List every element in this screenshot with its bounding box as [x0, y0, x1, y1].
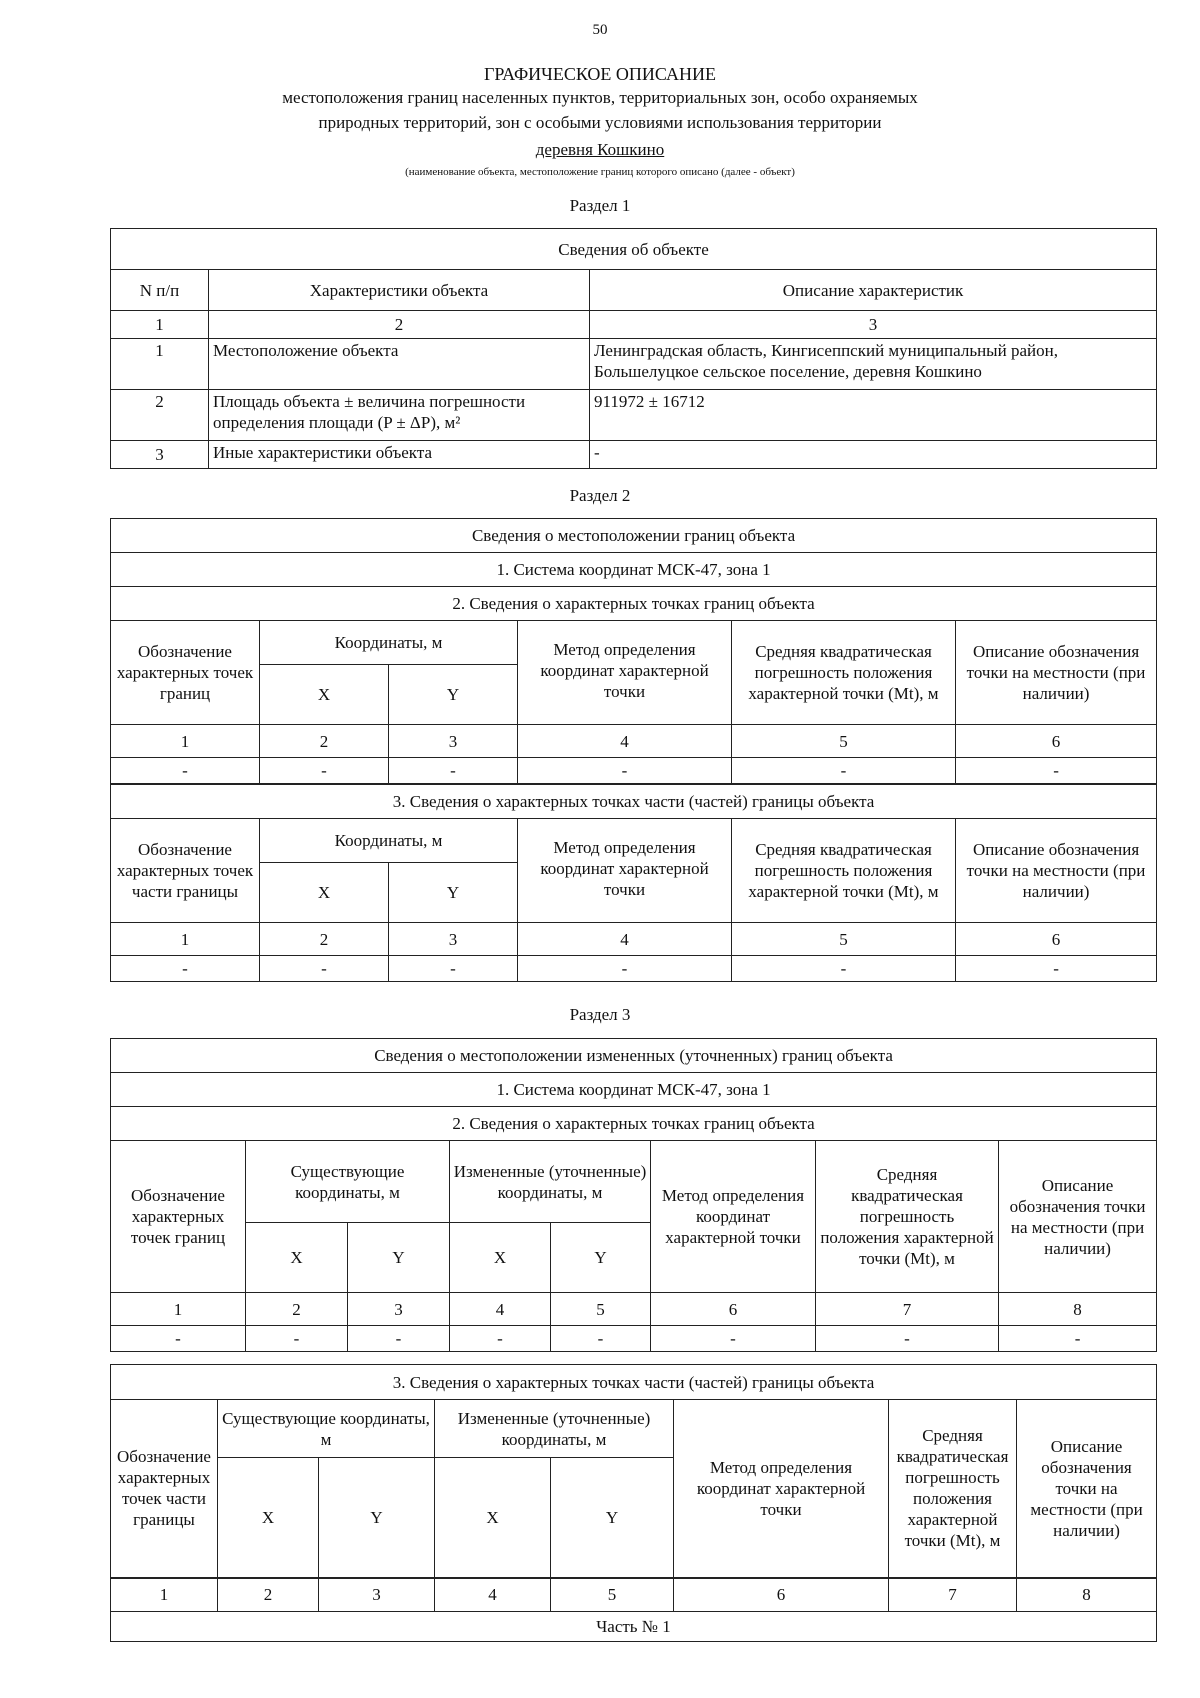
header-changed-coords: Измененные (уточненные) координаты, м — [450, 1141, 651, 1223]
col-number: 6 — [651, 1293, 816, 1326]
document-subtitle-line2: природных территорий, зон с особыми условиями использования территории — [318, 113, 882, 132]
header-points: Обозначение характерных точек границ — [111, 621, 260, 725]
col-number: 3 — [389, 725, 518, 758]
header-error: Средняя квадратическая погрешность положения характерной точки (Mt), м — [816, 1141, 999, 1293]
cell-empty: - — [651, 1326, 816, 1352]
cell-empty: - — [111, 758, 260, 784]
table-row — [111, 956, 1157, 982]
section3-table-title: Сведения о местоположении измененных (уточненных) границ объекта — [111, 1039, 1157, 1073]
col-number: 4 — [435, 1578, 551, 1612]
section2-table-title: Сведения о местоположении границ объекта — [111, 519, 1157, 553]
cell-empty: - — [246, 1326, 348, 1352]
section3-coord-system: 1. Система координат МСК-47, зона 1 — [111, 1073, 1157, 1107]
row-value: 911972 ± 16712 — [590, 390, 1157, 441]
table-row — [111, 441, 1157, 469]
header-y: Y — [551, 1458, 674, 1578]
col-number: 3 — [389, 923, 518, 956]
header-n: N п/п — [111, 270, 209, 311]
col-number: 1 — [111, 311, 209, 339]
header-points-part: Обозначение характерных точек части границы — [111, 1400, 218, 1578]
header-description: Описание обозначения точки на местности (при наличии) — [956, 621, 1157, 725]
header-changed-coords: Измененные (уточненные) координаты, м — [435, 1400, 674, 1458]
col-number: 5 — [551, 1293, 651, 1326]
col-number: 5 — [551, 1578, 674, 1612]
cell-empty: - — [999, 1326, 1157, 1352]
section2-sub3-title: 3. Сведения о характерных точках части (частей) границы объекта — [111, 784, 1157, 819]
col-number: 7 — [816, 1293, 999, 1326]
header-x: X — [260, 863, 389, 923]
section1-table — [110, 228, 1157, 469]
header-x: X — [450, 1223, 551, 1293]
table-row — [111, 390, 1157, 441]
header-characteristic: Характеристики объекта — [209, 270, 590, 311]
table-row — [111, 1326, 1157, 1352]
col-number: 4 — [450, 1293, 551, 1326]
section3-sub3-title: 3. Сведения о характерных точках части (частей) границы объекта — [111, 1365, 1157, 1400]
header-y: Y — [389, 863, 518, 923]
cell-empty: - — [260, 956, 389, 982]
header-x: X — [218, 1458, 319, 1578]
col-number: 6 — [956, 725, 1157, 758]
header-method: Метод определения координат характерной точки — [518, 621, 732, 725]
row-number: 1 — [111, 339, 209, 390]
table-row — [111, 758, 1157, 784]
section1-heading: Раздел 1 — [569, 196, 631, 215]
col-number: 8 — [999, 1293, 1157, 1326]
cell-empty: - — [450, 1326, 551, 1352]
document-title: ГРАФИЧЕСКОЕ ОПИСАНИЕ — [483, 64, 717, 84]
header-description: Описание обозначения точки на местности (при наличии) — [1017, 1400, 1157, 1578]
cell-empty: - — [956, 758, 1157, 784]
header-x: X — [435, 1458, 551, 1578]
header-description: Описание характеристик — [590, 270, 1157, 311]
header-description: Описание обозначения точки на местности (при наличии) — [999, 1141, 1157, 1293]
col-number: 1 — [111, 1578, 218, 1612]
header-error: Средняя квадратическая погрешность положения характерной точки (Mt), м — [732, 819, 956, 923]
cell-empty: - — [389, 758, 518, 784]
section3-heading: Раздел 3 — [569, 1005, 631, 1024]
col-number: 2 — [246, 1293, 348, 1326]
col-number: 2 — [218, 1578, 319, 1612]
section3-sub2-title: 2. Сведения о характерных точках границ объекта — [111, 1107, 1157, 1141]
header-y: Y — [389, 665, 518, 725]
header-y: Y — [551, 1223, 651, 1293]
col-number: 1 — [111, 923, 260, 956]
cell-empty: - — [956, 956, 1157, 982]
page-number: 50 — [592, 22, 608, 38]
col-number: 2 — [260, 725, 389, 758]
col-number: 2 — [260, 923, 389, 956]
col-number: 4 — [518, 923, 732, 956]
col-number: 2 — [209, 311, 590, 339]
row-characteristic: Иные характеристики объекта — [209, 441, 590, 469]
header-coords: Координаты, м — [260, 621, 518, 665]
row-value: - — [590, 441, 1157, 469]
cell-empty: - — [389, 956, 518, 982]
header-coords: Координаты, м — [260, 819, 518, 863]
cell-empty: - — [816, 1326, 999, 1352]
header-error: Средняя квадратическая погрешность положения характерной точки (Mt), м — [732, 621, 956, 725]
header-description: Описание обозначения точки на местности (при наличии) — [956, 819, 1157, 923]
cell-empty: - — [518, 758, 732, 784]
header-x: X — [246, 1223, 348, 1293]
col-number: 5 — [732, 923, 956, 956]
section2-heading: Раздел 2 — [569, 486, 631, 505]
header-points-part: Обозначение характерных точек части границы — [111, 819, 260, 923]
section3-parts-table — [110, 1364, 1157, 1642]
header-method: Метод определения координат характерной точки — [518, 819, 732, 923]
col-number: 1 — [111, 1293, 246, 1326]
header-x: X — [260, 665, 389, 725]
cell-empty: - — [348, 1326, 450, 1352]
cell-empty: - — [111, 1326, 246, 1352]
row-value: Ленинградская область, Кингисеппский муниципальный район, Большелуцкое сельское поселение, деревня Кошкино — [590, 339, 1157, 390]
section2-coord-system: 1. Система координат МСК-47, зона 1 — [111, 553, 1157, 587]
col-number: 6 — [674, 1578, 889, 1612]
header-y: Y — [319, 1458, 435, 1578]
header-y: Y — [348, 1223, 450, 1293]
section1-table-title: Сведения об объекте — [111, 229, 1157, 270]
object-name-text: деревня Кошкино — [535, 140, 665, 159]
col-number: 3 — [348, 1293, 450, 1326]
header-method: Метод определения координат характерной точки — [674, 1400, 889, 1578]
col-number: 5 — [732, 725, 956, 758]
cell-empty: - — [732, 758, 956, 784]
header-existing-coords: Существующие координаты, м — [246, 1141, 450, 1223]
object-name-note: (наименование объекта, местоположение границ которого описано (далее - объект) — [405, 166, 795, 178]
col-number: 8 — [1017, 1578, 1157, 1612]
col-number: 3 — [590, 311, 1157, 339]
col-number: 4 — [518, 725, 732, 758]
col-number: 6 — [956, 923, 1157, 956]
section2-table — [110, 518, 1157, 982]
row-number: 3 — [111, 441, 209, 469]
cell-empty: - — [111, 956, 260, 982]
cell-empty: - — [732, 956, 956, 982]
document-subtitle-line1: местоположения границ населенных пунктов, территориальных зон, особо охраняемых — [282, 88, 918, 107]
col-number: 1 — [111, 725, 260, 758]
part-label: Часть № 1 — [111, 1612, 1157, 1642]
row-number: 2 — [111, 390, 209, 441]
cell-empty: - — [518, 956, 732, 982]
cell-empty: - — [260, 758, 389, 784]
header-existing-coords: Существующие координаты, м — [218, 1400, 435, 1458]
header-points: Обозначение характерных точек границ — [111, 1141, 246, 1293]
col-number: 3 — [319, 1578, 435, 1612]
header-error: Средняя квадратическая погрешность положения характерной точки (Mt), м — [889, 1400, 1017, 1578]
cell-empty: - — [551, 1326, 651, 1352]
object-name — [0, 140, 1200, 160]
header-method: Метод определения координат характерной точки — [651, 1141, 816, 1293]
table-row — [111, 339, 1157, 390]
section2-sub2-title: 2. Сведения о характерных точках границ объекта — [111, 587, 1157, 621]
section3-table — [110, 1038, 1157, 1352]
row-characteristic: Местоположение объекта — [209, 339, 590, 390]
col-number: 7 — [889, 1578, 1017, 1612]
row-characteristic: Площадь объекта ± величина погрешности определения площади (P ± ΔP), м² — [209, 390, 590, 441]
